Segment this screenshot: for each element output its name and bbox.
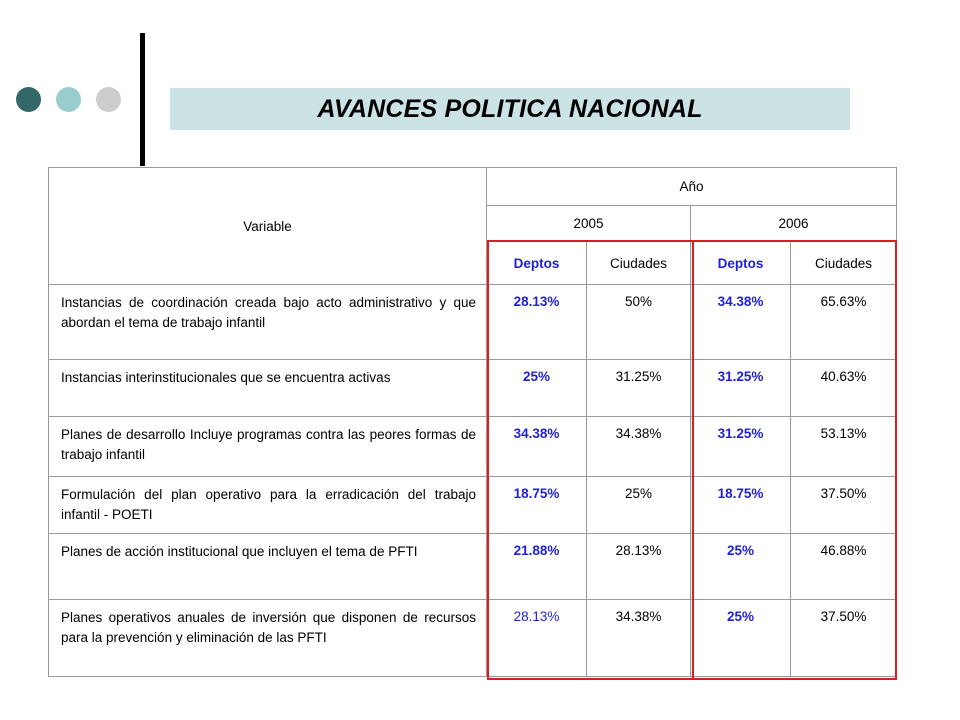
table-row: [49, 360, 897, 417]
cell-deptos-2006: 31.25%: [691, 360, 791, 417]
cell-deptos-2006: 25%: [691, 534, 791, 600]
cell-deptos-2005: 21.88%: [487, 534, 587, 600]
title-bar: [170, 88, 850, 130]
cell-deptos-2006: 18.75%: [691, 477, 791, 534]
header-year-2005: 2005: [487, 206, 691, 242]
dark-teal-dot-icon: [16, 87, 41, 112]
row-variable: Formulación del plan operativo para la erradicación del trabajo infantil - POETI: [49, 477, 487, 534]
gray-dot-icon: [96, 87, 121, 112]
header-deptos-2006: Deptos: [691, 242, 791, 285]
cell-ciudades-2005: 34.38%: [587, 600, 691, 677]
row-variable: Instancias interinstitucionales que se encuentra activas: [49, 360, 487, 417]
cell-ciudades-2006: 37.50%: [791, 477, 897, 534]
cell-deptos-2006: 25%: [691, 600, 791, 677]
light-teal-dot-icon: [56, 87, 81, 112]
cell-ciudades-2006: 65.63%: [791, 285, 897, 360]
cell-ciudades-2005: 25%: [587, 477, 691, 534]
cell-deptos-2005: 28.13%: [487, 285, 587, 360]
table-row: [49, 285, 897, 360]
header-deptos-2005: Deptos: [487, 242, 587, 285]
header-anio: Año: [487, 168, 897, 206]
cell-ciudades-2006: 40.63%: [791, 360, 897, 417]
cell-ciudades-2005: 28.13%: [587, 534, 691, 600]
cell-deptos-2005: 18.75%: [487, 477, 587, 534]
table-row: [49, 534, 897, 600]
cell-deptos-2006: 34.38%: [691, 285, 791, 360]
cell-ciudades-2006: 37.50%: [791, 600, 897, 677]
cell-ciudades-2005: 50%: [587, 285, 691, 360]
data-table: [48, 167, 897, 677]
table-row: [49, 417, 897, 477]
cell-deptos-2005: 34.38%: [487, 417, 587, 477]
table-row: [49, 477, 897, 534]
row-variable: Planes de acción institucional que incluyen el tema de PFTI: [49, 534, 487, 600]
table-row: [49, 600, 897, 677]
page-title: AVANCES POLITICA NACIONAL: [317, 94, 703, 123]
vertical-divider: [140, 33, 145, 166]
cell-deptos-2005: 28.13%: [487, 600, 587, 677]
header-variable: Variable: [49, 168, 487, 285]
header-year-2006: 2006: [691, 206, 897, 242]
cell-deptos-2006: 31.25%: [691, 417, 791, 477]
row-variable: Planes operativos anuales de inversión que disponen de recursos para la prevención y eliminación de las PFTI: [49, 600, 487, 677]
row-variable: Planes de desarrollo Incluye programas contra las peores formas de trabajo infantil: [49, 417, 487, 477]
header-ciudades-2005: Ciudades: [587, 242, 691, 285]
cell-ciudades-2005: 34.38%: [587, 417, 691, 477]
row-variable: Instancias de coordinación creada bajo acto administrativo y que abordan el tema de trabajo infantil: [49, 285, 487, 360]
cell-ciudades-2005: 31.25%: [587, 360, 691, 417]
cell-deptos-2005: 25%: [487, 360, 587, 417]
cell-ciudades-2006: 53.13%: [791, 417, 897, 477]
cell-ciudades-2006: 46.88%: [791, 534, 897, 600]
header-ciudades-2006: Ciudades: [791, 242, 897, 285]
